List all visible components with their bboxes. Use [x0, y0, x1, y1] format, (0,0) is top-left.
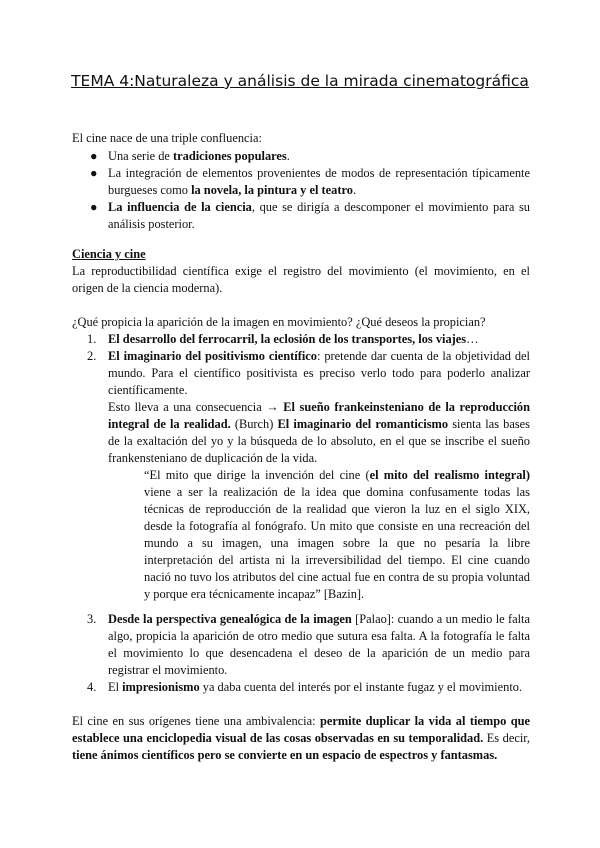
bullet-icon: ●	[90, 166, 98, 180]
list-item: ● La integración de elementos provenientes de modos de representación típicamente burgueses como la novela, la pintura y el teatro.	[90, 166, 530, 197]
page-title: TEMA 4:Naturaleza y análisis de la mirada cinematográfica	[71, 72, 529, 90]
list-item: 1. El desarrollo del ferrocarril, la eclosión de los transportes, los viajes…	[87, 332, 479, 346]
list-item: 3. Desde la perspectiva genealógica de la imagen [Palao]: cuando a un medio le falta algo, propicia la aparición de otro medio que sutura esa falta. A la fotografía le falta el movimiento lo que desencadena el deseo de la aparición de un medio para registrar el movimiento.	[87, 612, 530, 677]
bullet-icon: ●	[90, 200, 98, 214]
list-item-continuation: Esto lleva a una consecuencia → El sueño frankeinsteniano de la reproducción integral de la realidad. (Burch) El imaginario del romanticismo sienta las bases de la exaltación del yo y la búsqueda de lo absoluto, en el que se inscribe el sueño frankensteniano de duplicación de la vida.	[108, 400, 531, 465]
section-paragraph: La reproductibilidad científica exige el registro del movimiento (el movimiento, en el origen de la ciencia moderna).	[72, 264, 530, 295]
section-heading: Ciencia y cine	[72, 247, 146, 261]
list-item: ● Una serie de tradiciones populares.	[90, 149, 290, 163]
question-paragraph: ¿Qué propicia la aparición de la imagen en movimiento? ¿Qué deseos la propician?	[72, 315, 486, 329]
list-item: 4. El impresionismo ya daba cuenta del interés por el instante fugaz y el movimiento.	[87, 680, 523, 694]
causes-list	[72, 331, 530, 603]
intro-paragraph: El cine nace de una triple confluencia:	[72, 131, 262, 145]
bazin-quote: “El mito que dirige la invención del cine (el mito del realismo integral) viene a ser la realización de la idea que domina confusamente todas las técnicas de reproducción de la realidad que vieron la luz en el siglo XIX, desde la fotografía al fonógrafo. Un mito que consiste en una recreación del mundo a su imagen, una imagen sobre la que no pesaría la libre interpretación del artista ni la irreversibilidad del tiempo. El cine cuando nació no tuvo los atributos del cine actual fue en contra de su propia voluntad y porque era técnicamente incapaz” [Bazin].	[144, 468, 530, 601]
list-item: 2. El imaginario del positivismo científico: pretende dar cuenta de la objetividad del mundo. Para el científico positivista es preciso verlo todo para poderlo analizar científicamente. Esto lleva a una consecuencia → El sueño frankeinsteniano de la reproducción integral de la realidad. (Burch) El imaginario del romanticismo sienta las bases de la exaltación del yo y la búsqueda de lo absoluto, en el que se inscribe el sueño frankensteniano de duplicación de la vida. “El mito que dirige la invención del cine (el mito del realismo integral) viene a ser la realización de la idea que domina confusamente todas las técnicas de reproducción de la realidad que vieron la luz en el siglo XIX, desde la fotografía al fonógrafo. Un mito que consiste en una recreación del mundo a su imagen, una imagen sobre la que no pesaría la libre interpretación del artista ni la irreversibilidad del tiempo. El cine cuando nació no tuvo los atributos del cine actual fue en contra de su propia voluntad y porque era técnicamente incapaz” [Bazin].	[87, 349, 531, 601]
conclusion-paragraph: El cine en sus orígenes tiene una ambivalencia: permite duplicar la vida al tiempo que establece una enciclopedia visual de las cosas observadas en su temporalidad. Es decir, tiene ánimos científicos pero se convierte en un espacio de espectros y fantasmas.	[72, 714, 530, 762]
bullet-icon: ●	[90, 149, 98, 163]
confluence-list	[72, 148, 530, 233]
list-item: ● La influencia de la ciencia, que se dirigía a descomponer el movimiento para su análisis posterior.	[90, 200, 530, 231]
causes-list-continued	[72, 611, 530, 696]
